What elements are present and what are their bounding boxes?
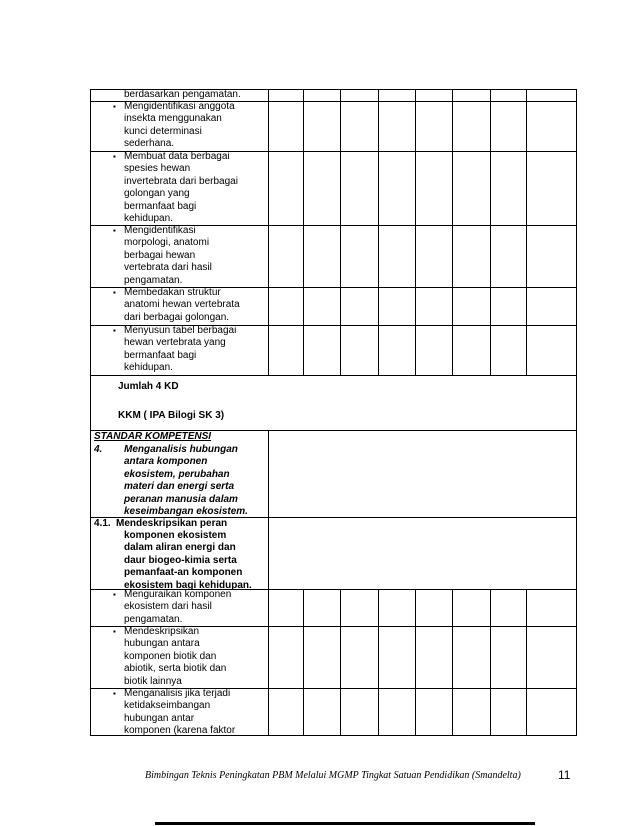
jumlah-label: Jumlah 4 KD <box>118 381 179 392</box>
kd-text-continued: komponen ekosistem dalam aliran energi dan daur biogeo-kimia serta pemanfaat-an komponen ekosistem bagi kehidupan. <box>124 530 252 591</box>
column-border <box>415 589 416 735</box>
kkm-label: KKM ( IPA Bilogi SK 3) <box>118 410 225 421</box>
footer-rule <box>155 822 535 825</box>
column-border <box>340 89 341 375</box>
column-border <box>415 89 416 375</box>
indicator-text: Menguraikan komponen ekosistem dari hasil pengamatan. <box>124 589 232 625</box>
bullet-icon: ▪ <box>113 102 116 111</box>
page-number: 11 <box>558 768 571 782</box>
footer-text: Bimbingan Teknis Peningkatan PBM Melalui MGMP Tingkat Satuan Pendidikan (Smandelta) <box>145 770 521 781</box>
indicator-text: Mengidentifikasi morpologi, anatomi berbagai hewan vertebrata dari hasil pengamatan. <box>124 225 212 286</box>
column-border <box>340 589 341 735</box>
column-border <box>490 589 491 735</box>
column-border <box>378 589 379 735</box>
bullet-icon: ▪ <box>113 590 116 599</box>
bullet-icon: ▪ <box>113 689 116 698</box>
column-border <box>452 89 453 375</box>
bullet-icon: ▪ <box>113 226 116 235</box>
standar-number: 4. <box>94 444 103 455</box>
column-border <box>490 89 491 375</box>
kd-text: Mendeskripsikan peran <box>116 518 228 529</box>
indicator-text: Mengidentifikasi anggota insekta menggunakan kunci determinasi sederhana. <box>124 101 235 150</box>
column-border <box>268 430 269 735</box>
column-border <box>526 589 527 735</box>
indicator-text: Membuat data berbagai spesies hewan invertebrata dari berbagai golongan yang bermanfaat bagi kehidupan. <box>124 151 238 225</box>
column-border <box>452 589 453 735</box>
column-border <box>90 89 91 735</box>
column-border <box>378 89 379 375</box>
column-border <box>526 89 527 375</box>
column-border <box>303 89 304 375</box>
indicator-text: Membedakan struktur anatomi hewan vertebrata dari berbagai golongan. <box>124 287 240 323</box>
standar-text: Menganalisis hubungan antara komponen ekosistem, perubahan materi dan energi serta peranan manusia dalam keseimbangan ekosistem. <box>124 444 248 518</box>
kd-number: 4.1. <box>94 518 111 529</box>
indicator-text: berdasarkan pengamatan. <box>124 89 241 100</box>
assessment-table <box>90 89 577 735</box>
bullet-icon: ▪ <box>113 627 116 636</box>
column-border <box>303 589 304 735</box>
indicator-text: Menyusun tabel berbagai hewan vertebrata yang bermanfaat bagi kehidupan. <box>124 325 237 374</box>
column-border <box>268 89 269 375</box>
indicator-text: Menganalisis jika terjadi ketidakseimbangan hubungan antar komponen (karena faktor <box>124 688 236 737</box>
bullet-icon: ▪ <box>113 152 116 161</box>
indicator-text: Mendeskripsikan hubungan antara komponen biotik dan abiotik, serta biotik dan biotik lainnya <box>124 626 227 687</box>
column-border <box>576 89 577 735</box>
standar-heading: STANDAR KOMPETENSI <box>94 431 212 442</box>
row-border <box>90 375 577 376</box>
bullet-icon: ▪ <box>113 288 116 297</box>
bullet-icon: ▪ <box>113 326 116 335</box>
